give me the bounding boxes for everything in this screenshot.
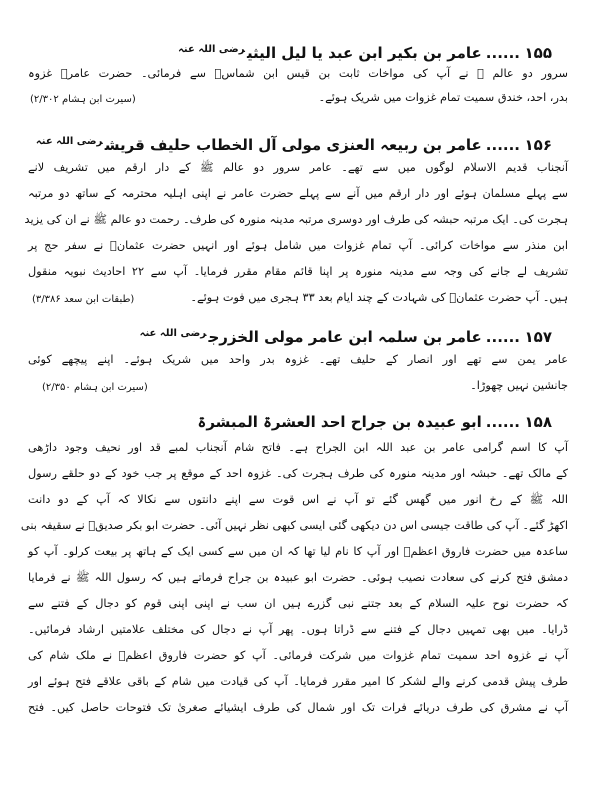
body-line: تشریف لے جانے کی وجہ سے مدینہ منورہ پر اپنا قائم مقام مقرر فرمایا۔ آپ سے ۲۲ احادیث نبویہ منقول	[28, 265, 568, 278]
body-line: آپ نے غزوہ احد سمیت تمام غزوات میں شرکت فرمائی۔ آپ کو حضرت فاروق اعظمؓ نے ملک شام کی	[28, 649, 568, 662]
entry-heading-158	[198, 410, 552, 434]
entry-name: عامر بن بکیر ابن عبد یا لیل الیثی	[246, 44, 482, 62]
body-line: اللہ ﷺ کے رخ انور میں گھس گئے تو آپ نے اس قوت سے اپنے دانتوں سے نکالا کہ آپ کے دو دانت	[28, 493, 568, 506]
body-line: طرف پیش قدمی کرنے والے لشکر کا امیر مقرر فرمایا۔ آپ کی قیادت میں شام کے باقی علاقے فتح ہوئے اور	[28, 675, 568, 688]
body-line: اکھڑ گئے۔ آپ کی طاقت جیسی اس دن دیکھی گئی ایسی کبھی نظر نہیں آئی۔ حضرت ابو بکر صدیقؓ نے سقیفہ بنی	[20, 519, 568, 532]
entry-name: ابو عبیدہ بن جراح احد العشرۃ المبشرۃ	[197, 413, 482, 431]
body-line: کہ حضرت نوح علیہ السلام کے بعد جتنے نبی گزرے ہیں ان سب نے اپنی اپنی قوم کو دجال کے فتنے سے	[28, 597, 568, 610]
entry-name: عامر بن ربیعہ العنزی مولی آل الخطاب حلیف قریش	[104, 136, 482, 154]
entry-dots: ......	[485, 136, 520, 154]
body-line: آنجناب قدیم الاسلام لوگوں میں سے تھے۔ عامر سرور دو عالم ﷺ کے دار ارقم میں تشریف لانے	[28, 161, 568, 174]
body-line: سرور دو عالم ﷺ نے آپ کی مواخات ثابت بن قیس ابن شماسؓ سے فرمائی۔ حضرت عامرؓ غزوہ	[28, 67, 568, 80]
entry-number: ۱۵۶	[524, 136, 552, 154]
body-line: آپ نے مشرق کی طرف دریائے فرات تک اور شمال کی طرف ایشیائے صغریٰ تک فتوحات حاصل کیں۔ فتح	[28, 701, 568, 714]
body-line: ہیں۔ آپ حضرت عثمانؓ کی شہادت کے چند ایام بعد ۳۳ ہجری میں فوت ہوئے۔	[190, 291, 568, 304]
entry-dots: ......	[485, 328, 520, 346]
citation: (سیرت ابن ہشام ۲/۳۵۰)	[42, 382, 148, 393]
citation: (طبقات ابن سعد ۳/۳۸۶)	[32, 294, 135, 305]
body-line: ساعدہ میں حضرت فاروق اعظمؓ اور آپ کا نام لیا تھا کہ ان میں سے کسی ایک کے ہاتھ پر بیعت کرلو۔ آپ کو	[28, 545, 568, 558]
entry-heading-155	[178, 38, 552, 65]
body-line: ڈرایا۔ میں بھی تمہیں دجال کے فتنے سے ڈراتا ہوں۔ پھر آپ نے دجال کی مختلف علامتیں ارشاد فرمائیں۔	[28, 623, 568, 636]
honorific-mark: رضی اللہ عنہ	[139, 328, 207, 339]
entry-dots: ......	[485, 413, 520, 431]
body-line: جانشین نہیں چھوڑا۔	[470, 379, 568, 392]
body-line: ہجرت کی۔ ایک مرتبہ حبشہ کی طرف اور دوسری مرتبہ مدینہ منورہ کی طرف۔ رحمت دو عالم ﷺ نے ان کی یزید	[24, 213, 568, 226]
body-line: آپ کا اسم گرامی عامر بن عبد اللہ ابن الجراح ہے۔ فاتح شام آنجناب لمبے قد اور نحیف وجود داڑھی	[28, 441, 568, 454]
entry-name: عامر بن سلمہ ابن عامر مولی الخزرج	[208, 328, 482, 346]
body-line: سے پہلے مسلمان ہوئے اور دار ارقم میں آنے سے پہلے حضرت عامر نے اپنی اہلیہ محترمہ کے ساتھ دو مرتبہ	[28, 187, 568, 200]
entry-heading-156	[36, 130, 552, 157]
entry-heading-157	[140, 322, 552, 349]
body-line: کے مالک تھے۔ حبشہ اور مدینہ منورہ کی طرف ہجرت کی۔ غزوہ احد کے موقع پر جب خود کے دو حلقے رسول	[28, 467, 568, 480]
entry-number: ۱۵۷	[524, 328, 552, 346]
entry-number: ۱۵۵	[524, 44, 552, 62]
honorific-mark: رضی اللہ عنہ	[35, 136, 103, 147]
citation: (سیرت ابن ہشام ۲/۳۰۲)	[30, 94, 136, 105]
entry-dots: ......	[485, 44, 520, 62]
body-line: ابن منذر سے مواخات کرائی۔ آپ تمام غزوات میں شامل ہوئے اور انہیں حضرت عثمانؓ نے سفر حج پر	[28, 239, 568, 252]
body-line: عامر یمن سے تھے اور انصار کے حلیف تھے۔ غزوہ بدر واحد میں شریک ہوئے۔ اپنے پیچھے کوئی	[28, 353, 568, 366]
entry-number: ۱۵۸	[524, 413, 552, 431]
body-line: دمشق فتح کرنے کی سعادت نصیب ہوئی۔ حضرت ابو عبیدہ بن جراح فرماتے ہیں کہ رسول اللہ ﷺ نے فرمایا	[28, 571, 568, 584]
honorific-mark: رضی اللہ عنہ	[178, 44, 245, 55]
body-line: بدر، احد، خندق سمیت تمام غزوات میں شریک ہوئے۔	[318, 91, 568, 104]
